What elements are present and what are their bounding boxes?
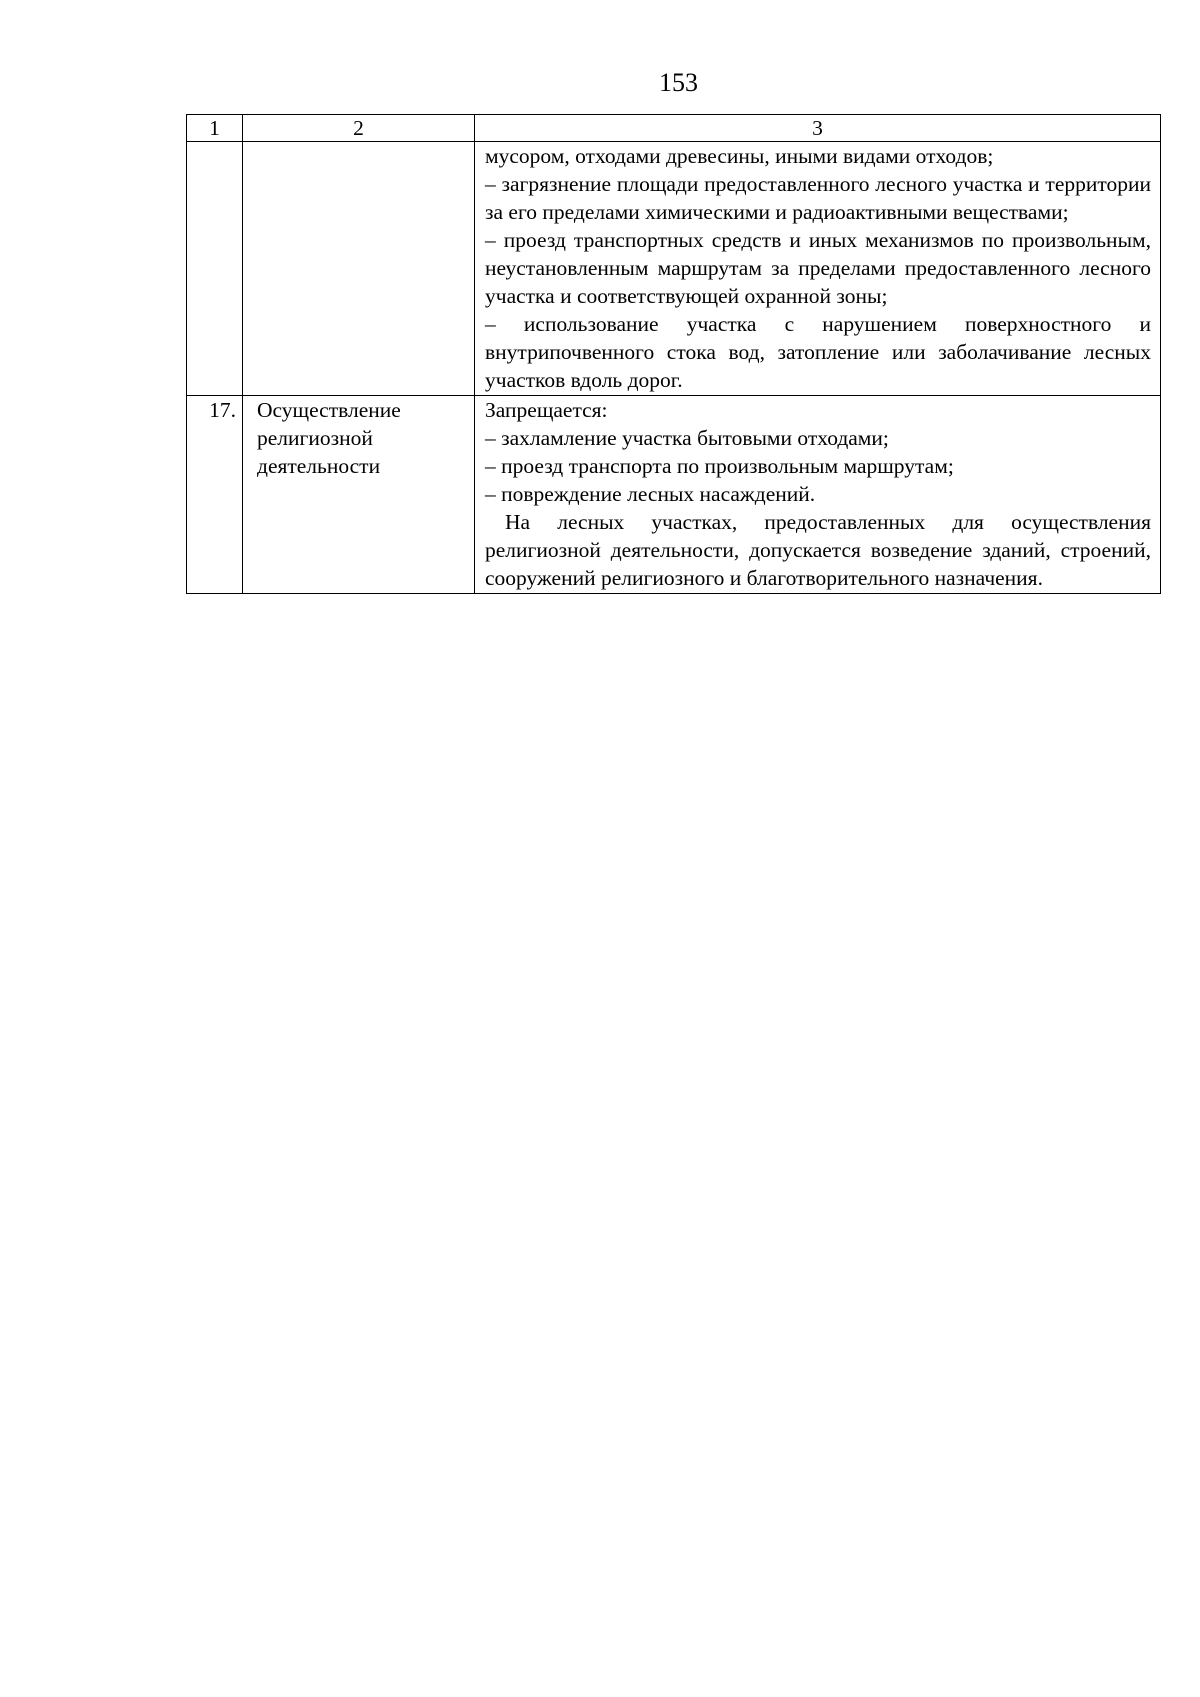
activity-cell [243,142,475,396]
header-cell-1: 1 [187,115,243,142]
restrictions-cell [475,396,1161,594]
activity-cell: Осуществление религиозной деятельности [243,396,475,594]
permission-paragraph: На лесных участках, предоставленных для осуществления религиозной деятельности, допускается возведение зданий, строений, сооружений религиозного и благотворительного назначения. [485,510,1151,590]
restriction-paragraph: – захламление участка бытовыми отходами; [485,426,889,450]
header-cell-3: 3 [475,115,1161,142]
restriction-paragraph: – проезд транспорта по произвольным маршрутам; [485,454,954,478]
row-number-cell [187,142,243,396]
restriction-heading: Запрещается: [485,398,608,422]
restriction-paragraph: – проезд транспортных средств и иных механизмов по произвольным, неустановленным маршрутам за пределами предоставленного лесного участка и соответствующей охранной зоны; [485,228,1151,308]
table-row-17 [187,396,1161,594]
restrictions-cell [475,142,1161,396]
header-cell-2: 2 [243,115,475,142]
restriction-paragraph: – использование участка с нарушением поверхностного и внутрипочвенного стока вод, затопление или заболачивание лесных участков вдоль дорог. [485,312,1151,392]
restriction-paragraph: – повреждение лесных насаждений. [485,482,816,506]
regulations-table [186,114,1161,594]
restriction-paragraph: мусором, отходами древесины, иными видами отходов; [485,144,994,168]
table-row-continuation [187,142,1161,396]
row-number-cell: 17. [187,396,243,594]
restriction-paragraph: – загрязнение площади предоставленного лесного участка и территории за его пределами химическими и радиоактивными веществами; [485,172,1151,224]
page-number: 153 [659,68,698,97]
table-header-row [187,115,1161,142]
